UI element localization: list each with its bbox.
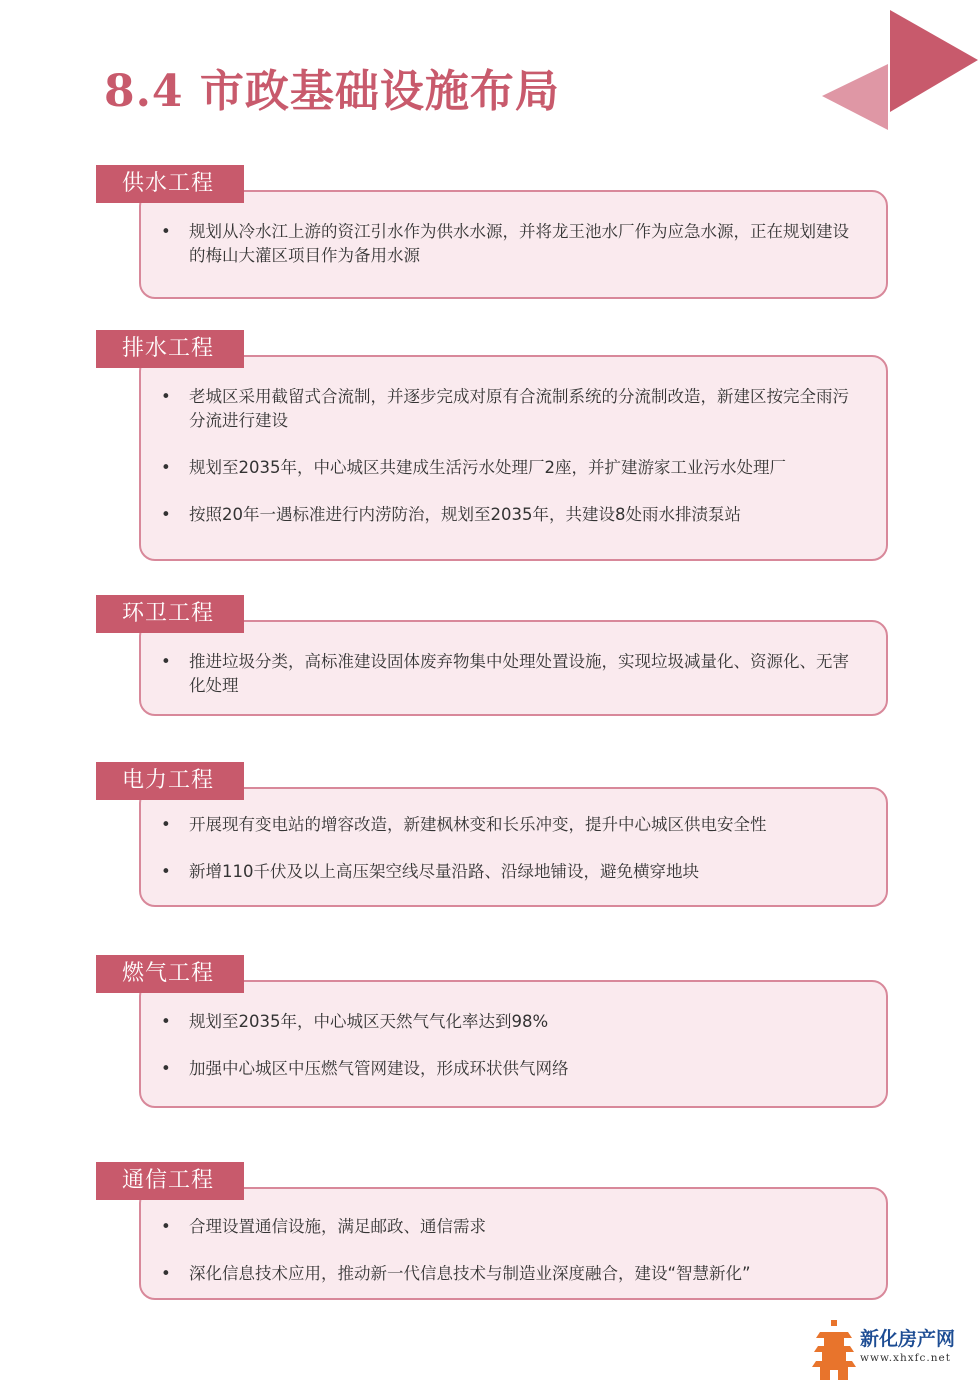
section-drainage [96,330,890,565]
bullet-item: • 深化信息技术应用，推动新一代信息技术与制造业深度融合，建设“智慧新化” [161,1262,858,1286]
bullet-item: • 开展现有变电站的增容改造，新建枫林变和长乐冲变，提升中心城区供电安全性 [161,813,858,837]
section-water-supply [96,165,890,300]
bullet-item: • 合理设置通信设施，满足邮政、通信需求 [161,1215,858,1239]
section-content-box [139,190,888,299]
bullet-item: • 规划从冷水江上游的资江引水作为供水水源，并将龙王池水厂作为应急水源，正在规划建设的梅山大灌区项目作为备用水源 [161,220,858,268]
pagoda-icon [812,1318,856,1380]
bullet-list [161,220,858,268]
bullet-item: • 推进垃圾分类，高标准建设固体废弃物集中处理处置设施，实现垃圾减量化、资源化、无害化处理 [161,650,858,698]
bullet-item: • 加强中心城区中压燃气管网建设，形成环状供气网络 [161,1057,858,1081]
section-content-box [139,620,888,716]
section-telecom [96,1162,890,1302]
section-label: 供水工程 [96,165,244,203]
logo-name: 新化房产网 [860,1328,956,1350]
section-label: 燃气工程 [96,955,244,993]
bullet-item: • 按照20年一遇标准进行内涝防治，规划至2035年，共建设8处雨水排渍泵站 [161,503,858,527]
bullet-item: • 老城区采用截留式合流制，并逐步完成对原有合流制系统的分流制改造，新建区按完全雨污分流进行建设 [161,385,858,433]
page-title: 8.4 市政基础设施布局 [104,66,560,117]
section-content-box [139,980,888,1108]
section-content-box [139,787,888,907]
triangle-arrows-icon [818,8,980,140]
bullet-list [161,1215,858,1286]
section-power [96,762,890,907]
logo-url: www.xhxfc.net [860,1352,951,1364]
section-label: 电力工程 [96,762,244,800]
bullet-list [161,1010,858,1081]
bullet-list [161,385,858,527]
section-gas [96,955,890,1110]
bullet-item: • 规划至2035年，中心城区共建成生活污水处理厂2座，并扩建游家工业污水处理厂 [161,456,858,480]
section-content-box [139,355,888,561]
bullet-list [161,650,858,698]
section-content-box [139,1187,888,1300]
section-label: 通信工程 [96,1162,244,1200]
site-logo[interactable] [812,1318,977,1382]
section-sanitation [96,595,890,720]
bullet-item: • 新增110千伏及以上高压架空线尽量沿路、沿绿地铺设，避免横穿地块 [161,860,858,884]
section-label: 环卫工程 [96,595,244,633]
bullet-item: • 规划至2035年，中心城区天然气气化率达到98% [161,1010,858,1034]
bullet-list [161,813,858,884]
section-label: 排水工程 [96,330,244,368]
